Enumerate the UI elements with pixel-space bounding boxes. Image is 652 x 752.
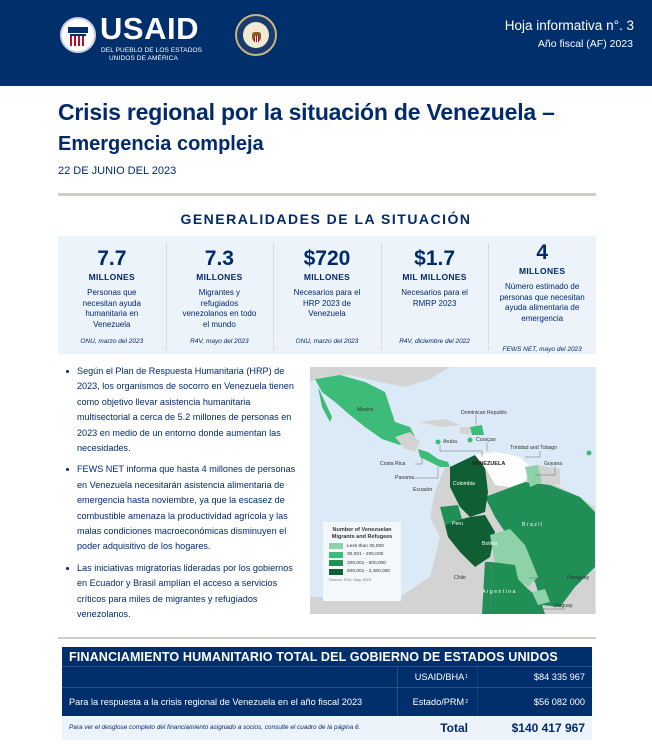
stat-value: $1.7 bbox=[414, 247, 456, 270]
state-department-seal-logo bbox=[235, 14, 277, 56]
page-subtitle: Emergencia compleja bbox=[58, 133, 264, 155]
agency-tagline: DEL PUEBLO DE LOS ESTADOS UNIDOS DE AMÉRICA bbox=[101, 47, 203, 62]
stat-unit: MILLONES bbox=[196, 272, 243, 282]
funding-description: Para la respuesta a la crisis regional de Venezuela en el año fiscal 2023 bbox=[69, 697, 363, 707]
map-label-trinidad: Trinidad and Tobago bbox=[510, 445, 558, 451]
map-label-ecuador: Ecuador bbox=[413, 487, 433, 493]
usaid-seal-logo bbox=[60, 17, 96, 53]
map-label-brazil: B r a z i l bbox=[522, 522, 543, 528]
map-legend bbox=[323, 522, 401, 601]
stat-unit: MIL MILLONES bbox=[402, 272, 467, 282]
map-label-chile: Chile bbox=[454, 575, 466, 581]
funding-row bbox=[62, 687, 592, 716]
funding-table bbox=[62, 647, 592, 740]
total-label: Total bbox=[440, 721, 468, 735]
legend-swatch bbox=[329, 560, 343, 566]
stat-card bbox=[166, 236, 274, 354]
funding-agency: Estado/PRM 2 bbox=[397, 688, 477, 716]
map-label-peru: Peru bbox=[452, 521, 463, 527]
map-label-curacao: Curaçao bbox=[476, 437, 496, 443]
stat-description: Necesarios para el RMRP 2023 bbox=[401, 288, 468, 308]
stat-value: 4 bbox=[536, 241, 549, 264]
legend-swatch bbox=[329, 569, 343, 575]
divider bbox=[58, 193, 596, 196]
map-label-mexico: Mexico bbox=[357, 407, 374, 413]
legend-title: Number of Venezuelan Migrants and Refugees bbox=[331, 527, 393, 540]
stat-source: R4V, diciembre del 2022 bbox=[399, 338, 470, 345]
stat-source: ONU, marzo del 2023 bbox=[80, 338, 144, 345]
legend-item: 200,001 - 600,000 bbox=[329, 560, 395, 566]
header-banner bbox=[0, 0, 652, 86]
stat-card bbox=[381, 236, 489, 354]
map-label-venezuela: VENEZUELA bbox=[472, 461, 506, 467]
stat-description: Personas que necesitan ayuda humanitaria en Venezuela bbox=[82, 288, 141, 329]
stat-value: $720 bbox=[303, 247, 351, 270]
key-figures bbox=[58, 236, 596, 354]
stat-card bbox=[58, 236, 166, 354]
legend-item: 30,001 - 200,000 bbox=[329, 552, 395, 558]
legend-swatch bbox=[329, 543, 343, 549]
map-label-colombia: Colombia bbox=[453, 481, 475, 487]
stat-description: Migrantes y refugiados venezolanos en todo el mundo bbox=[182, 288, 257, 329]
stat-source: R4V, mayo del 2023 bbox=[190, 338, 249, 345]
stat-card bbox=[273, 236, 381, 354]
bullet-point: FEWS NET informa que hasta 4 millones de personas en Venezuela necesitarán asistencia alimentaria de emergencia hasta noviembre, ya que la escasez de combustible amenaza la productividad agrícola y las malas condiciones macroeconómicas disminuyen el poder adquisitivo de los hogares. bbox=[64, 462, 304, 554]
stat-description: Número estimado de personas que necesitan ayuda alimentaria de emergencia bbox=[499, 282, 585, 323]
map-label-dominican-republic: Dominican Republic bbox=[461, 410, 508, 416]
stat-card bbox=[488, 236, 596, 354]
stat-unit: MILLONES bbox=[303, 272, 351, 282]
funding-row bbox=[62, 666, 592, 687]
key-points bbox=[64, 364, 304, 629]
fact-sheet-number: Hoja informativa n°. 3 bbox=[504, 18, 634, 33]
funding-amount: $56 082 000 bbox=[477, 688, 592, 716]
map-label-panama: Panama bbox=[395, 475, 415, 481]
bullet-point: Según el Plan de Respuesta Humanitaria (HRP) de 2023, los organismos de socorro en Venezuela tienen como objetivo llevar asistencia humanitaria multisectorial a cerca de 5.2 millones de personas en 2023 en medio de un entorno donde aumentan las necesidades. bbox=[64, 364, 304, 456]
stat-source: ONU, marzo del 2023 bbox=[295, 338, 359, 345]
publication-date: 22 DE JUNIO DEL 2023 bbox=[58, 165, 177, 177]
map-label-costa-rica: Costa Rica bbox=[380, 461, 406, 467]
map-label-uruguay: Uruguay bbox=[553, 603, 573, 609]
stat-value: 7.7 bbox=[97, 247, 127, 270]
legend-swatch bbox=[329, 552, 343, 558]
map-label-guyana: Guyana bbox=[544, 461, 563, 467]
funding-total-row bbox=[62, 716, 592, 740]
funding-note: Para ver el desglose completo del financiamiento asignado a socios, consulte el cuadro de la página 6. bbox=[69, 724, 361, 732]
map-label-argentina: A r g e n t i n a bbox=[482, 589, 516, 595]
bullet-point: Las iniciativas migratorias lideradas por los gobiernos en Ecuador y Brasil amplían el acceso a servicios críticos para miles de migrantes y refugiados venezolanos. bbox=[64, 561, 304, 623]
fiscal-year: Año fiscal (AF) 2023 bbox=[537, 38, 633, 50]
stat-description: Necesarios para el HRP 2023 de Venezuela bbox=[293, 288, 361, 318]
funding-amount: $84 335 967 bbox=[477, 667, 592, 687]
overview-heading: GENERALIDADES DE LA SITUACIÓN bbox=[180, 211, 472, 227]
divider bbox=[58, 637, 596, 639]
agency-name: USAID bbox=[100, 11, 199, 46]
legend-item: 600,001 - 2,480,000 bbox=[329, 569, 395, 575]
total-amount: $140 417 967 bbox=[511, 721, 585, 735]
map-label-aruba: Aruba bbox=[443, 439, 457, 445]
funding-heading: FINANCIAMIENTO HUMANITARIO TOTAL DEL GOBIERNO DE ESTADOS UNIDOS bbox=[62, 647, 592, 666]
funding-agency: USAID/BHA 1 bbox=[397, 667, 477, 687]
migration-map bbox=[310, 367, 596, 614]
legend-item: Less than 30,000 bbox=[329, 543, 395, 549]
stat-unit: MILLONES bbox=[88, 272, 135, 282]
legend-source: Source: R4V, May 2023 bbox=[329, 577, 372, 582]
map-label-bolivia: Bolivia bbox=[482, 541, 498, 547]
page-title: Crisis regional por la situación de Venezuela – bbox=[58, 99, 555, 125]
stat-source: FEWS NET, mayo del 2023 bbox=[502, 346, 582, 353]
stat-value: 7.3 bbox=[204, 247, 234, 270]
map-label-paraguay: Paraguay bbox=[567, 575, 590, 581]
stat-unit: MILLONES bbox=[519, 266, 566, 276]
